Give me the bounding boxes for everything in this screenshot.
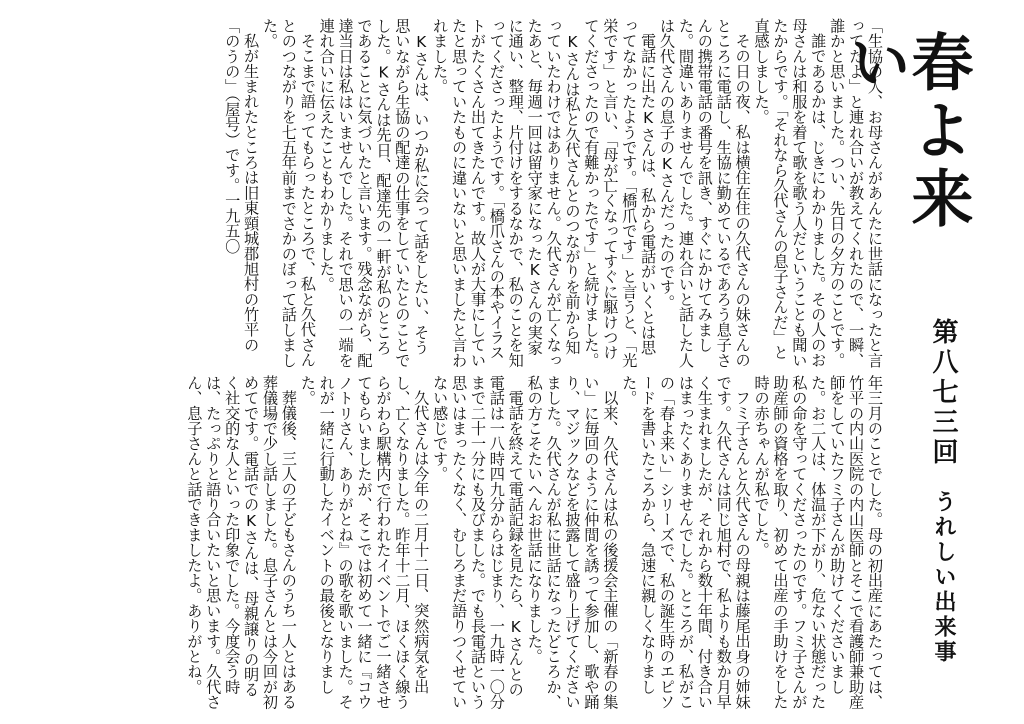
body-paragraph: その日の夜、私は横住在住の久代さんの妹さんのところに電話し、生協に勤めているであろう息子さんの携帯電話の番号を訊き、すぐにかけてみました。間違いありませんでした。連れ合いと話した人は久代さんの息子のKさんだったのです。 (658, 18, 752, 368)
body-paragraph: フミ子さんと久代さんの母親は藤尾出身の姉妹です。久代さんは同じ旭村で、私よりも数か月早く生まれましたが、それから数十年間、付き合いはまったくありませんでした。ところが、私がこの「春よ来い」シリーズで、私の誕生時のエピソードを書いたころから、急速に親しくなりました。 (620, 375, 752, 710)
body-paragraph: 私が生まれたところは旧東頸城郡旭村の竹平の「のうの」（屋号）です。一九五〇 (223, 18, 261, 353)
body-paragraph: 年三月のことでした。母の初出産にあたっては、竹平の内山医院の内山医師とそこで看護師兼助産師をしていたフミ子さんが助けてくださいました。お二人は、体温が下がり、危ない状態だった私の命を守ってくださったのです。フミ子さんが助産師の資格を取り、初めて出産の手助けをした時の赤ちゃんが私でした。 (752, 375, 884, 710)
lower-body-column (124, 375, 884, 710)
body-paragraph: 誰であるかは、じきにわかりました。その人のお母さんは和服を着て歌を歌う人だということも聞いたからです。「それなら久代さんの息子さんだ」と直感しました。 (752, 18, 828, 368)
article-title: 春よ来い (839, 30, 974, 234)
body-paragraph: 葬儀後、三人の子どもさんのうち一人とはある葬儀場で少し話しました。息子さんとは今回が初めてです。電話でのKさんは、母親譲りの明るく社交的な人といった印象でした。今度会う時は、たっぷりと語り合いたいと思います。久代さん、息子さんと話できましたよ。ありがとね。 (185, 375, 298, 710)
article-subtitle: うれしい出来事 (931, 490, 956, 665)
body-paragraph: そこまで語ってもらったところで、私と久代さんとのつながりを七五年前までさかのぼって話しました。 (261, 18, 317, 368)
episode-number: 第八七三回 (928, 318, 958, 468)
body-paragraph: Kさんは私と久代さんとのつながりを前から知っていたわけではありません。久代さんが亡くなったあと、毎週一回は留守家になったKさんの実家に通い、整理、片付けをするなかで、私のことを知ってくださったようです。「橋爪さんの本やイラストがたくさん出てきたんです。故人が大事にしていたと思っていたものに違いないと思いましたと言われました。 (431, 18, 582, 368)
body-paragraph: Kさんは、いつか私に会って話をしたい、そう思いながら生協の配達の仕事をしていたとのことでした。Kさんは先日、配達先の一軒が私のところであることに気づいたと言います。残念ながら、配達当日は私はいませんでした。それで思いの一端を連れ合いに伝えたこともわかりました。 (317, 18, 431, 368)
body-paragraph: 電話を終えて電話記録を見たら、Kさんとの電話は一八時四九分からはじまり、一九時一〇分まで二十一分にも及びました。でも長電話という思いはまったくなく、むしろまだ語りつくせていない感じです。 (431, 375, 525, 710)
body-paragraph: 久代さんは今年の二月十二日、突然病気を出し、亡くなりました。昨年十二月、ほくほく線うらがわら駅構内で行われたイベントでご一緒させてもらいましたが、そこでは初めて一緒に『コウノトリさん、ありがとね』の歌を歌いました。それが一緒に行動したイベントの最後となりました。 (298, 375, 431, 710)
upper-body-column (154, 18, 884, 370)
body-paragraph: 電話に出たKさんは、私から電話がいくとは思ってなかったようです。「橋爪です」と言うと、「光栄です」と言い、「母が亡くなってすぐに駆けつけてくださったので有難かったです」と続けました。 (582, 18, 658, 368)
body-paragraph: 以来、久代さんは私の後援会主催の「新春の集い」に毎回のように仲間を誘って参加し、歌や踊り、マジックなどを披露して盛り上げてくださいました。久代さんが私に世話になったどころか、私の方こそたいへんお世話になりました。 (525, 375, 620, 710)
body-paragraph: 「生協の人、お母さんがあんたに世話になったと言ってたよ」と連れ合いが教えてくれたので、一瞬、誰かと思いました。つい、先日の夕方のことです。 (828, 18, 884, 368)
